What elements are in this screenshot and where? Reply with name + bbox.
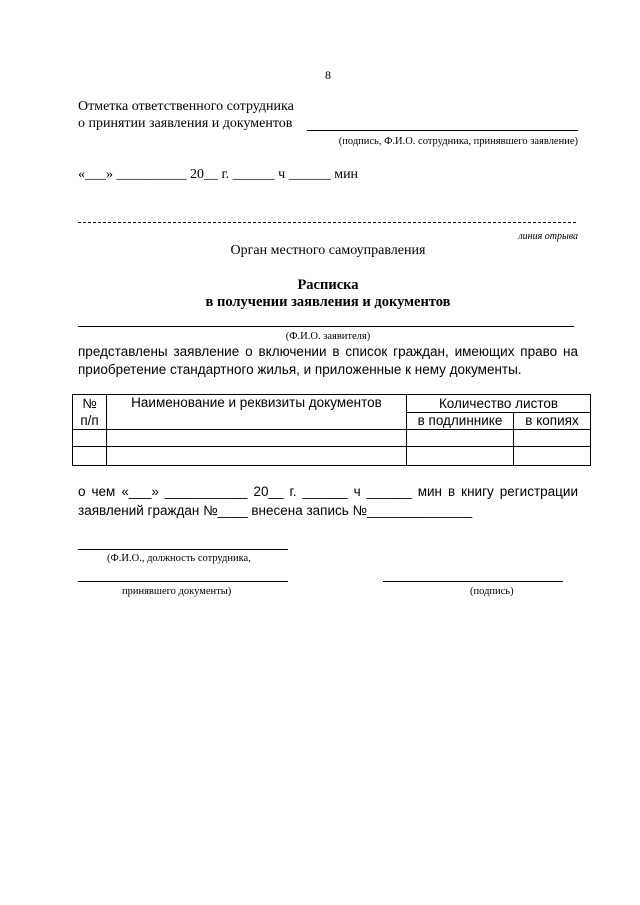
header-original-cell: в подлиннике [407,413,514,430]
staff-caption-line2: принявшего документы) [122,586,232,597]
documents-table [72,394,591,466]
table-cell-copies [514,447,591,466]
staff-mark-line1: Отметка ответственного сотрудника [78,99,294,114]
table-cell-number [73,430,107,447]
signature-caption: (подпись) [470,586,514,597]
staff-position-line [78,581,288,582]
staff-signature-line [307,130,578,131]
registration-line1: о чем «___» ___________ 20__ г. ______ ч ______ мин в книгу регистрации [78,484,578,499]
applicant-caption: (Ф.И.О. заявителя) [285,331,371,342]
table-header-row [73,395,591,413]
receipt-body-line1: представлены заявление о включении в список граждан, имеющих право на [78,344,578,359]
header-sheets-cell: Количество листов [407,395,591,413]
header-name-cell: Наименование и реквизиты документов [107,395,407,430]
table-cell-name [107,447,407,466]
tear-line-label: линия отрыва [518,231,578,242]
header-copies-cell: в копиях [514,413,591,430]
registration-line2: заявлений граждан №____ внесена запись №______________ [78,503,473,518]
staff-caption-line1: (Ф.И.О., должность сотрудника, [107,553,251,564]
receipt-body-line2: приобретение стандартного жилья, и приложенные к нему документы. [78,362,522,377]
authority-name: Орган местного самоуправления [230,243,426,258]
table-cell-number [73,447,107,466]
staff-mark-datetime: «___» __________ 20__ г. ______ ч ______ мин [78,167,359,182]
header-number-line2: п/п [80,413,99,428]
header-number-cell [73,395,107,430]
table-cell-original [407,447,514,466]
receipt-subtitle: в получении заявления и документов [205,294,451,310]
table-cell-name [107,430,407,447]
tear-line [78,222,578,223]
staff-signature-caption: (подпись, Ф.И.О. сотрудника, принявшего заявление) [338,136,578,147]
signature-line [383,581,563,582]
staff-name-line [78,549,288,550]
staff-mark-line2: о принятии заявления и документов [78,116,293,131]
table-row [73,430,591,447]
table-row [73,447,591,466]
applicant-name-line [78,326,574,327]
table-cell-copies [514,430,591,447]
receipt-title: Расписка [297,277,359,293]
header-number-line1: № [82,396,97,411]
table-cell-original [407,430,514,447]
page-number: 8 [325,68,331,82]
